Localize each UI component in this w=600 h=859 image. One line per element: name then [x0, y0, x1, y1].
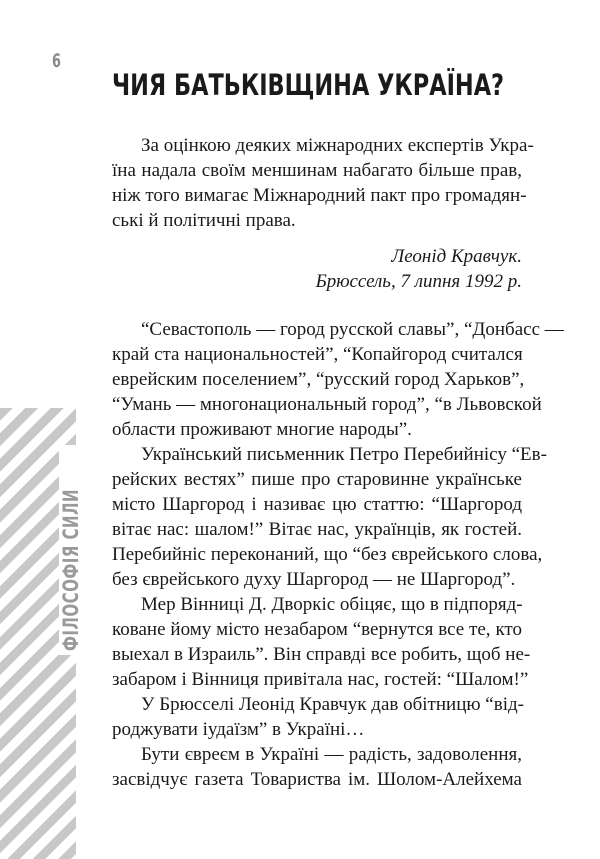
body-line: рейских вестях” пише про старовинне українське — [112, 469, 522, 490]
body-line: край ста национальностей”, “Копайгород считался — [112, 344, 523, 365]
chapter-title — [112, 66, 522, 104]
body-line: выехал в Израиль”. Він справді все робить, щоб не- — [112, 644, 531, 665]
body-line: Перебийніс переконаний, що “без єврейського слова, — [112, 544, 543, 565]
epigraph — [112, 133, 534, 233]
body-line: забаром і Вінниця привітала нас, гостей: “Шалом!” — [112, 669, 529, 690]
body-line: роджувати іудаїзм” в Україні… — [112, 719, 365, 740]
body-line: области проживают многие народы”. — [112, 419, 412, 440]
body-line: місто Шаргород і називає цю статтю: “Шаргород — [112, 494, 522, 515]
epigraph-attribution — [112, 244, 522, 294]
body-line: “Севастополь — город русской славы”, “Донбасс — — [141, 319, 564, 340]
epigraph-line: їна надала своїм меншинам набагато більше прав, — [112, 160, 522, 181]
epigraph-line: ніж того вимагає Міжнародний пакт про громадян- — [112, 185, 527, 206]
epigraph-author: Леонід Кравчук. — [391, 246, 522, 267]
body-line: без єврейського духу Шаргород — не Шаргород”. — [112, 569, 516, 590]
body-line: Український письменник Петро Перебийнісу “Ев- — [141, 444, 547, 465]
epigraph-line: За оцінкою деяких міжнародних експертів Укра- — [141, 135, 534, 156]
body-line: “Умань — многонациональный город”, “в Львовской — [112, 394, 542, 415]
decorative-stripe-band — [0, 408, 100, 859]
body-line: еврейским поселением”, “русский город Харьков”, — [112, 369, 525, 390]
side-section-label-text: ФІЛОСОФІЯ СИЛИ — [59, 489, 83, 651]
body-line: У Брюсселі Леонід Кравчук дав обітницю “від- — [141, 694, 524, 715]
body-line: коване йому місто незабаром “вернутся все те, кто — [112, 619, 522, 640]
epigraph-place-date: Брюссель, 7 липня 1992 р. — [315, 271, 522, 292]
body-text — [112, 317, 564, 792]
body-line: засвідчує газета Товариства ім. Шолом-Алейхема — [112, 769, 522, 790]
body-line: вітає нас: шалом!” Вітає нас, українців, як гостей. — [112, 519, 522, 540]
side-section-label — [59, 445, 83, 655]
epigraph-line: ські й політичні права. — [112, 210, 296, 231]
body-line: Бути євреєм в Україні — радість, задоволення, — [141, 744, 522, 765]
body-line: Мер Вінниці Д. Дворкіс обіцяє, що в підпоряд- — [141, 594, 523, 615]
chapter-title-text: ЧИЯ БАТЬКІВЩИНА УКРАЇНА? — [112, 68, 505, 102]
page-number: 6 — [52, 50, 61, 72]
